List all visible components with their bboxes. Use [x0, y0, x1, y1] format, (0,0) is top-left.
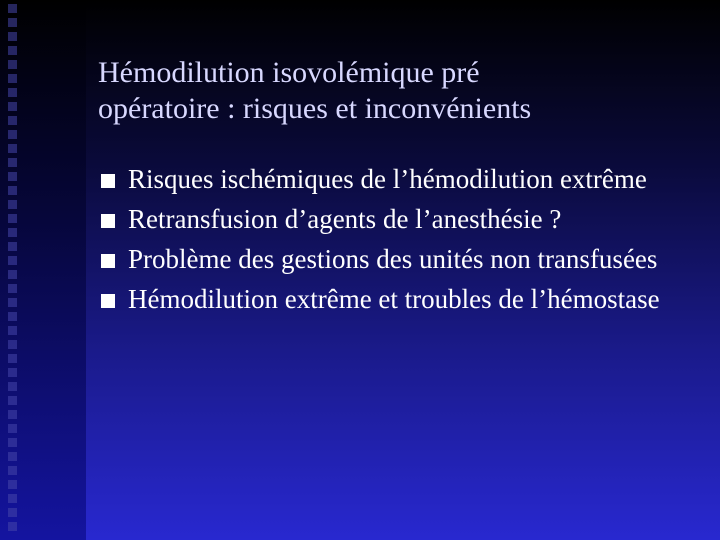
bullet-text: Hémodilution extrême et troubles de l’hémostase — [128, 284, 660, 314]
square-pattern-tile — [8, 452, 17, 461]
square-bullet-icon — [101, 214, 115, 228]
square-pattern-tile — [8, 116, 17, 125]
square-pattern-tile — [8, 466, 17, 475]
square-pattern-tile — [8, 508, 17, 517]
square-pattern-tile — [8, 256, 17, 265]
square-pattern-tile — [8, 88, 17, 97]
bullet-text: Risques ischémiques de l’hémodilution extrême — [128, 164, 647, 194]
square-pattern-tile — [8, 438, 17, 447]
square-pattern-tile — [8, 4, 17, 13]
square-pattern-tile — [8, 200, 17, 209]
square-pattern-tile — [8, 340, 17, 349]
square-pattern-tile — [8, 368, 17, 377]
square-pattern-tile — [8, 410, 17, 419]
square-pattern-tile — [8, 60, 17, 69]
slide-title-line2: opératoire : risques et inconvénients — [98, 92, 532, 125]
square-pattern-tile — [8, 480, 17, 489]
square-pattern-tile — [8, 228, 17, 237]
square-pattern-tile — [8, 46, 17, 55]
square-pattern-tile — [8, 522, 17, 531]
square-pattern-tile — [8, 326, 17, 335]
square-pattern-tile — [8, 396, 17, 405]
bullet-item — [98, 242, 688, 276]
square-pattern-tile — [8, 270, 17, 279]
square-pattern-tile — [8, 172, 17, 181]
square-pattern-icon — [4, 0, 20, 540]
square-pattern-tile — [8, 130, 17, 139]
square-bullet-icon — [101, 254, 115, 268]
bullet-list — [98, 162, 688, 322]
slide-title — [98, 55, 698, 127]
square-pattern-tile — [8, 312, 17, 321]
bullet-text: Problème des gestions des unités non transfusées — [128, 244, 658, 274]
square-pattern-tile — [8, 74, 17, 83]
square-pattern-tile — [8, 102, 17, 111]
square-pattern-tile — [8, 424, 17, 433]
square-pattern-tile — [8, 158, 17, 167]
bullet-item — [98, 282, 688, 316]
bullet-item — [98, 202, 688, 236]
bullet-text: Retransfusion d’agents de l’anesthésie ? — [128, 204, 562, 234]
square-bullet-icon — [101, 294, 115, 308]
square-pattern-tile — [8, 32, 17, 41]
square-pattern-tile — [8, 284, 17, 293]
square-pattern-tile — [8, 242, 17, 251]
bullet-item — [98, 162, 688, 196]
slide-title-line1: Hémodilution isovolémique pré — [98, 56, 480, 89]
square-pattern-tile — [8, 214, 17, 223]
square-pattern-tile — [8, 382, 17, 391]
square-pattern-tile — [8, 494, 17, 503]
square-pattern-tile — [8, 298, 17, 307]
square-pattern-tile — [8, 144, 17, 153]
square-pattern-tile — [8, 186, 17, 195]
square-pattern-tile — [8, 354, 17, 363]
square-bullet-icon — [101, 174, 115, 188]
square-pattern-tile — [8, 18, 17, 27]
